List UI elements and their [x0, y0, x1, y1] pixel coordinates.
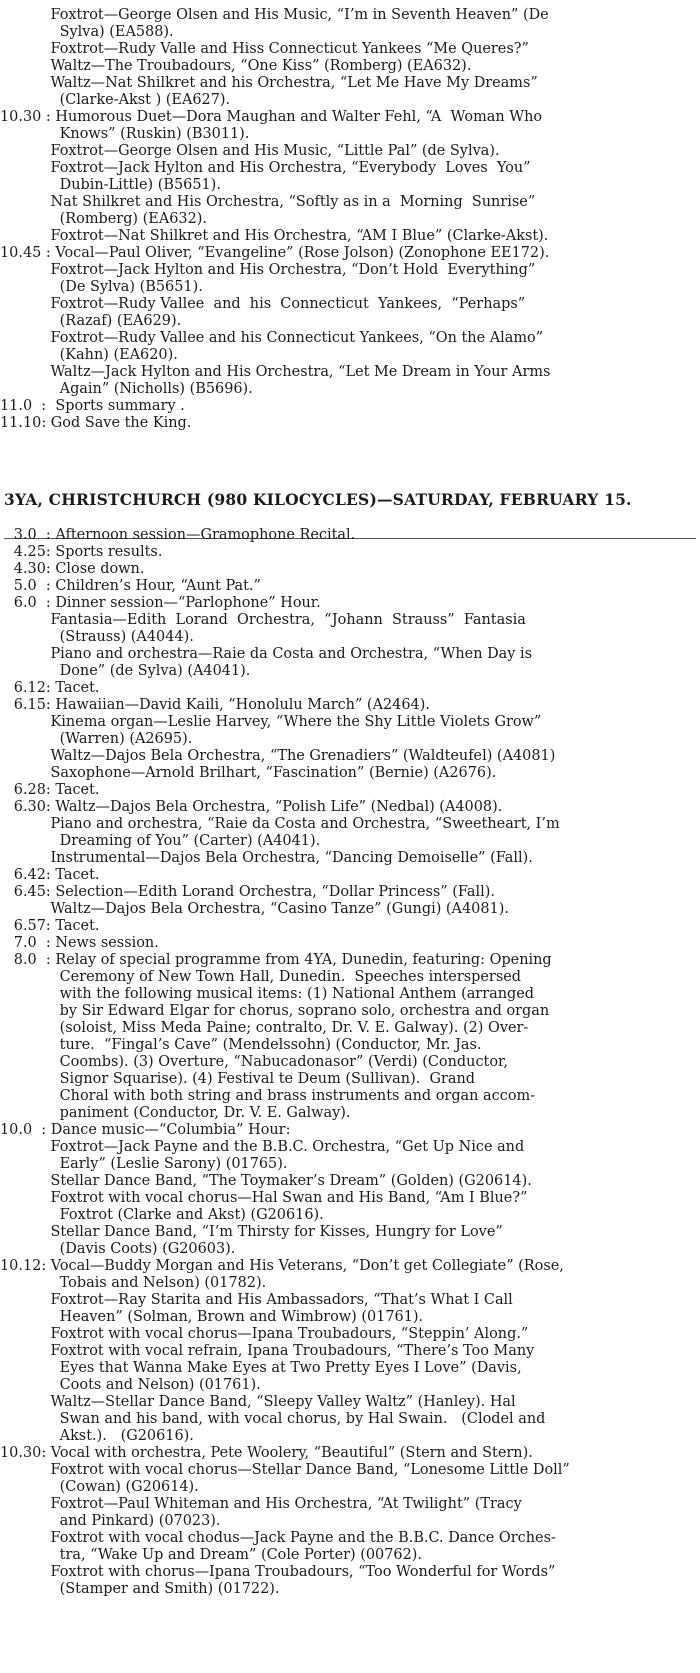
listing-line: Waltz—Dajos Bela Orchestra, “The Grenadiers” (Waldteufel) (A4081) [0, 747, 556, 764]
listing-line: Instrumental—Dajos Bela Orchestra, “Dancing Demoiselle” (Fall). [0, 849, 533, 866]
listing-line: Foxtrot (Clarke and Akst) (G20616). [0, 1206, 324, 1223]
listing-line: Foxtrot—Paul Whiteman and His Orchestra, “At Twilight” (Tracy [0, 1495, 522, 1512]
listing-line: Sylva) (EA588). [0, 23, 174, 40]
listing-line: 6.15: Hawaiian—David Kaili, “Honolulu March” (A2464). [0, 696, 430, 713]
listing-line: 7.0 : News session. [0, 934, 159, 951]
listing-line: 10.30: Vocal with orchestra, Pete Woolery, “Beautiful” (Stern and Stern). [0, 1444, 533, 1461]
listing-line: 6.0 : Dinner session—“Parlophone” Hour. [0, 594, 321, 611]
listing-line: Foxtrot—Nat Shilkret and His Orchestra, “AM I Blue” (Clarke-Akst). [0, 227, 549, 244]
listing-line: Dreaming of You” (Carter) (A4041). [0, 832, 321, 849]
listing-line: Piano and orchestra—Raie da Costa and Orchestra, “When Day is [0, 645, 533, 662]
listing-line: 6.30: Waltz—Dajos Bela Orchestra, “Polish Life” (Nedbal) (A4008). [0, 798, 503, 815]
listing-line: (Kahn) (EA620). [0, 346, 178, 363]
listing-line: Foxtrot with vocal chorus—Hal Swan and His Band, “Am I Blue?” [0, 1189, 528, 1206]
listing-line: tra, “Wake Up and Dream” (Cole Porter) (00762). [0, 1546, 423, 1563]
listing-line: (Clarke-Akst ) (EA627). [0, 91, 231, 108]
listing-line: 10.30 : Humorous Duet—Dora Maughan and Walter Fehl, “A Woman Who [0, 108, 543, 125]
listing-line: Waltz—The Troubadours, “One Kiss” (Romberg) (EA632). [0, 57, 472, 74]
listing-line: Foxtrot—Jack Hylton and His Orchestra, “Everybody Loves You” [0, 159, 531, 176]
listing-line: 6.12: Tacet. [0, 679, 100, 696]
listing-line: paniment (Conductor, Dr. V. E. Galway). [0, 1104, 351, 1121]
listing-line: 3.0 : Afternoon session—Gramophone Recital. [0, 526, 356, 543]
listing-line: Foxtrot with chorus—Ipana Troubadours, “Too Wonderful for Words” [0, 1563, 556, 1580]
listing-line: Foxtrot with vocal refrain, Ipana Troubadours, “There’s Too Many [0, 1342, 535, 1359]
listing-line: Stellar Dance Band, “I’m Thirsty for Kisses, Hungry for Love” [0, 1223, 503, 1240]
listing-line: Foxtrot with vocal chorus—Stellar Dance Band, “Lonesome Little Doll” [0, 1461, 570, 1478]
listing-line: Tobais and Nelson) (01782). [0, 1274, 267, 1291]
listing-line: Waltz—Stellar Dance Band, “Sleepy Valley Waltz” (Hanley). Hal [0, 1393, 516, 1410]
listing-line: 5.0 : Children’s Hour, “Aunt Pat.” [0, 577, 261, 594]
listing-line: by Sir Edward Elgar for chorus, soprano solo, orchestra and organ [0, 1002, 550, 1019]
listing-line: (De Sylva) (B5651). [0, 278, 203, 295]
listing-line: Fantasia—Edith Lorand Orchestra, “Johann Strauss” Fantasia [0, 611, 526, 628]
station-heading: 3YA, CHRISTCHURCH (980 KILOCYCLES)—SATURDAY, FEBRUARY 15. [4, 490, 632, 509]
listing-line: 8.0 : Relay of special programme from 4YA, Dunedin, featuring: Opening [0, 951, 552, 968]
listing-line: Foxtrot with vocal chodus—Jack Payne and the B.B.C. Dance Orches- [0, 1529, 556, 1546]
listing-line: Choral with both string and brass instruments and organ accom- [0, 1087, 536, 1104]
listing-line: Foxtrot—Jack Hylton and His Orchestra, “Don’t Hold Everything” [0, 261, 536, 278]
listing-line: (Stamper and Smith) (01722). [0, 1580, 280, 1597]
listing-line: ture. “Fingal’s Cave” (Mendelssohn) (Conductor, Mr. Jas. [0, 1036, 482, 1053]
listing-line: 4.30: Close down. [0, 560, 145, 577]
listing-line: Kinema organ—Leslie Harvey, “Where the Shy Little Violets Grow” [0, 713, 542, 730]
listing-line: Coombs). (3) Overture, “Nabucadonasor” (Verdi) (Conductor, [0, 1053, 508, 1070]
listing-line: (Razaf) (EA629). [0, 312, 182, 329]
listing-line: Signor Squarise). (4) Festival te Deum (Sullivan). Grand [0, 1070, 476, 1087]
listing-line: (soloist, Miss Meda Paine; contralto, Dr. V. E. Galway). (2) Over- [0, 1019, 529, 1036]
listing-line: Foxtrot—Rudy Valle and Hiss Connecticut Yankees “Me Queres?” [0, 40, 529, 57]
listing-line: 11.0 : Sports summary . [0, 397, 185, 414]
listing-line: 10.12: Vocal—Buddy Morgan and His Veterans, “Don’t get Collegiate” (Rose, [0, 1257, 564, 1274]
listing-line: Eyes that Wanna Make Eyes at Two Pretty Eyes I Love” (Davis, [0, 1359, 522, 1376]
listing-line: Nat Shilkret and His Orchestra, “Softly as in a Morning Sunrise” [0, 193, 536, 210]
listing-line: Done” (de Sylva) (A4041). [0, 662, 251, 679]
listing-line: with the following musical items: (1) National Anthem (arranged [0, 985, 535, 1002]
listing-line: Foxtrot—Rudy Vallee and his Connecticut Yankees, “Perhaps” [0, 295, 526, 312]
listing-line: 10.45 : Vocal—Paul Oliver, “Evangeline” (Rose Jolson) (Zonophone EE172). [0, 244, 550, 261]
listing-line: and Pinkard) (07023). [0, 1512, 221, 1529]
listing-line: Foxtrot—Jack Payne and the B.B.C. Orchestra, “Get Up Nice and [0, 1138, 525, 1155]
listing-line: (Warren) (A2695). [0, 730, 193, 747]
listing-line: Foxtrot—Ray Starita and His Ambassadors, “That’s What I Call [0, 1291, 513, 1308]
listing-line: Swan and his band, with vocal chorus, by Hal Swain. (Clodel and [0, 1410, 546, 1427]
listing-line: Foxtrot with vocal chorus—Ipana Troubadours, “Steppin’ Along.” [0, 1325, 529, 1342]
listing-line: 10.0 : Dance music—“Columbia” Hour: [0, 1121, 291, 1138]
listing-line: Knows” (Ruskin) (B3011). [0, 125, 250, 142]
listing-line: Foxtrot—George Olsen and His Music, “I’m in Seventh Heaven” (De [0, 6, 549, 23]
listing-line: (Romberg) (EA632). [0, 210, 208, 227]
listing-line: Ceremony of New Town Hall, Dunedin. Speeches interspersed [0, 968, 522, 985]
listing-line: Waltz—Nat Shilkret and his Orchestra, “Let Me Have My Dreams” [0, 74, 538, 91]
listing-line: Again” (Nicholls) (B5696). [0, 380, 253, 397]
listing-line: (Davis Coots) (G20603). [0, 1240, 236, 1257]
listing-line: 6.57: Tacet. [0, 917, 100, 934]
listing-line: Dubin-Little) (B5651). [0, 176, 221, 193]
listing-line: Waltz—Jack Hylton and His Orchestra, “Let Me Dream in Your Arms [0, 363, 551, 380]
listing-line: Coots and Nelson) (01761). [0, 1376, 261, 1393]
listing-line: 6.42: Tacet. [0, 866, 100, 883]
listing-line: Heaven” (Solman, Brown and Wimbrow) (01761). [0, 1308, 424, 1325]
listing-line: (Strauss) (A4044). [0, 628, 194, 645]
listing-line: Saxophone—Arnold Brilhart, “Fascination” (Bernie) (A2676). [0, 764, 497, 781]
listing-line: 6.28: Tacet. [0, 781, 100, 798]
listing-line: Waltz—Dajos Bela Orchestra, “Casino Tanze” (Gungi) (A4081). [0, 900, 509, 917]
listing-line: Early” (Leslie Sarony) (01765). [0, 1155, 288, 1172]
listing-line: Akst.). (G20616). [0, 1427, 194, 1444]
listing-line: 4.25: Sports results. [0, 543, 163, 560]
listing-line: 11.10: God Save the King. [0, 414, 192, 431]
listing-line: Foxtrot—George Olsen and His Music, “Little Pal” (de Sylva). [0, 142, 500, 159]
listing-line: Stellar Dance Band, “The Toymaker’s Dream” (Golden) (G20614). [0, 1172, 532, 1189]
listing-line: (Cowan) (G20614). [0, 1478, 199, 1495]
listing-line: Piano and orchestra, “Raie da Costa and Orchestra, “Sweetheart, I’m [0, 815, 560, 832]
listing-line: 6.45: Selection—Edith Lorand Orchestra, “Dollar Princess” (Fall). [0, 883, 495, 900]
listing-line: Foxtrot—Rudy Vallee and his Connecticut Yankees, “On the Alamo” [0, 329, 544, 346]
